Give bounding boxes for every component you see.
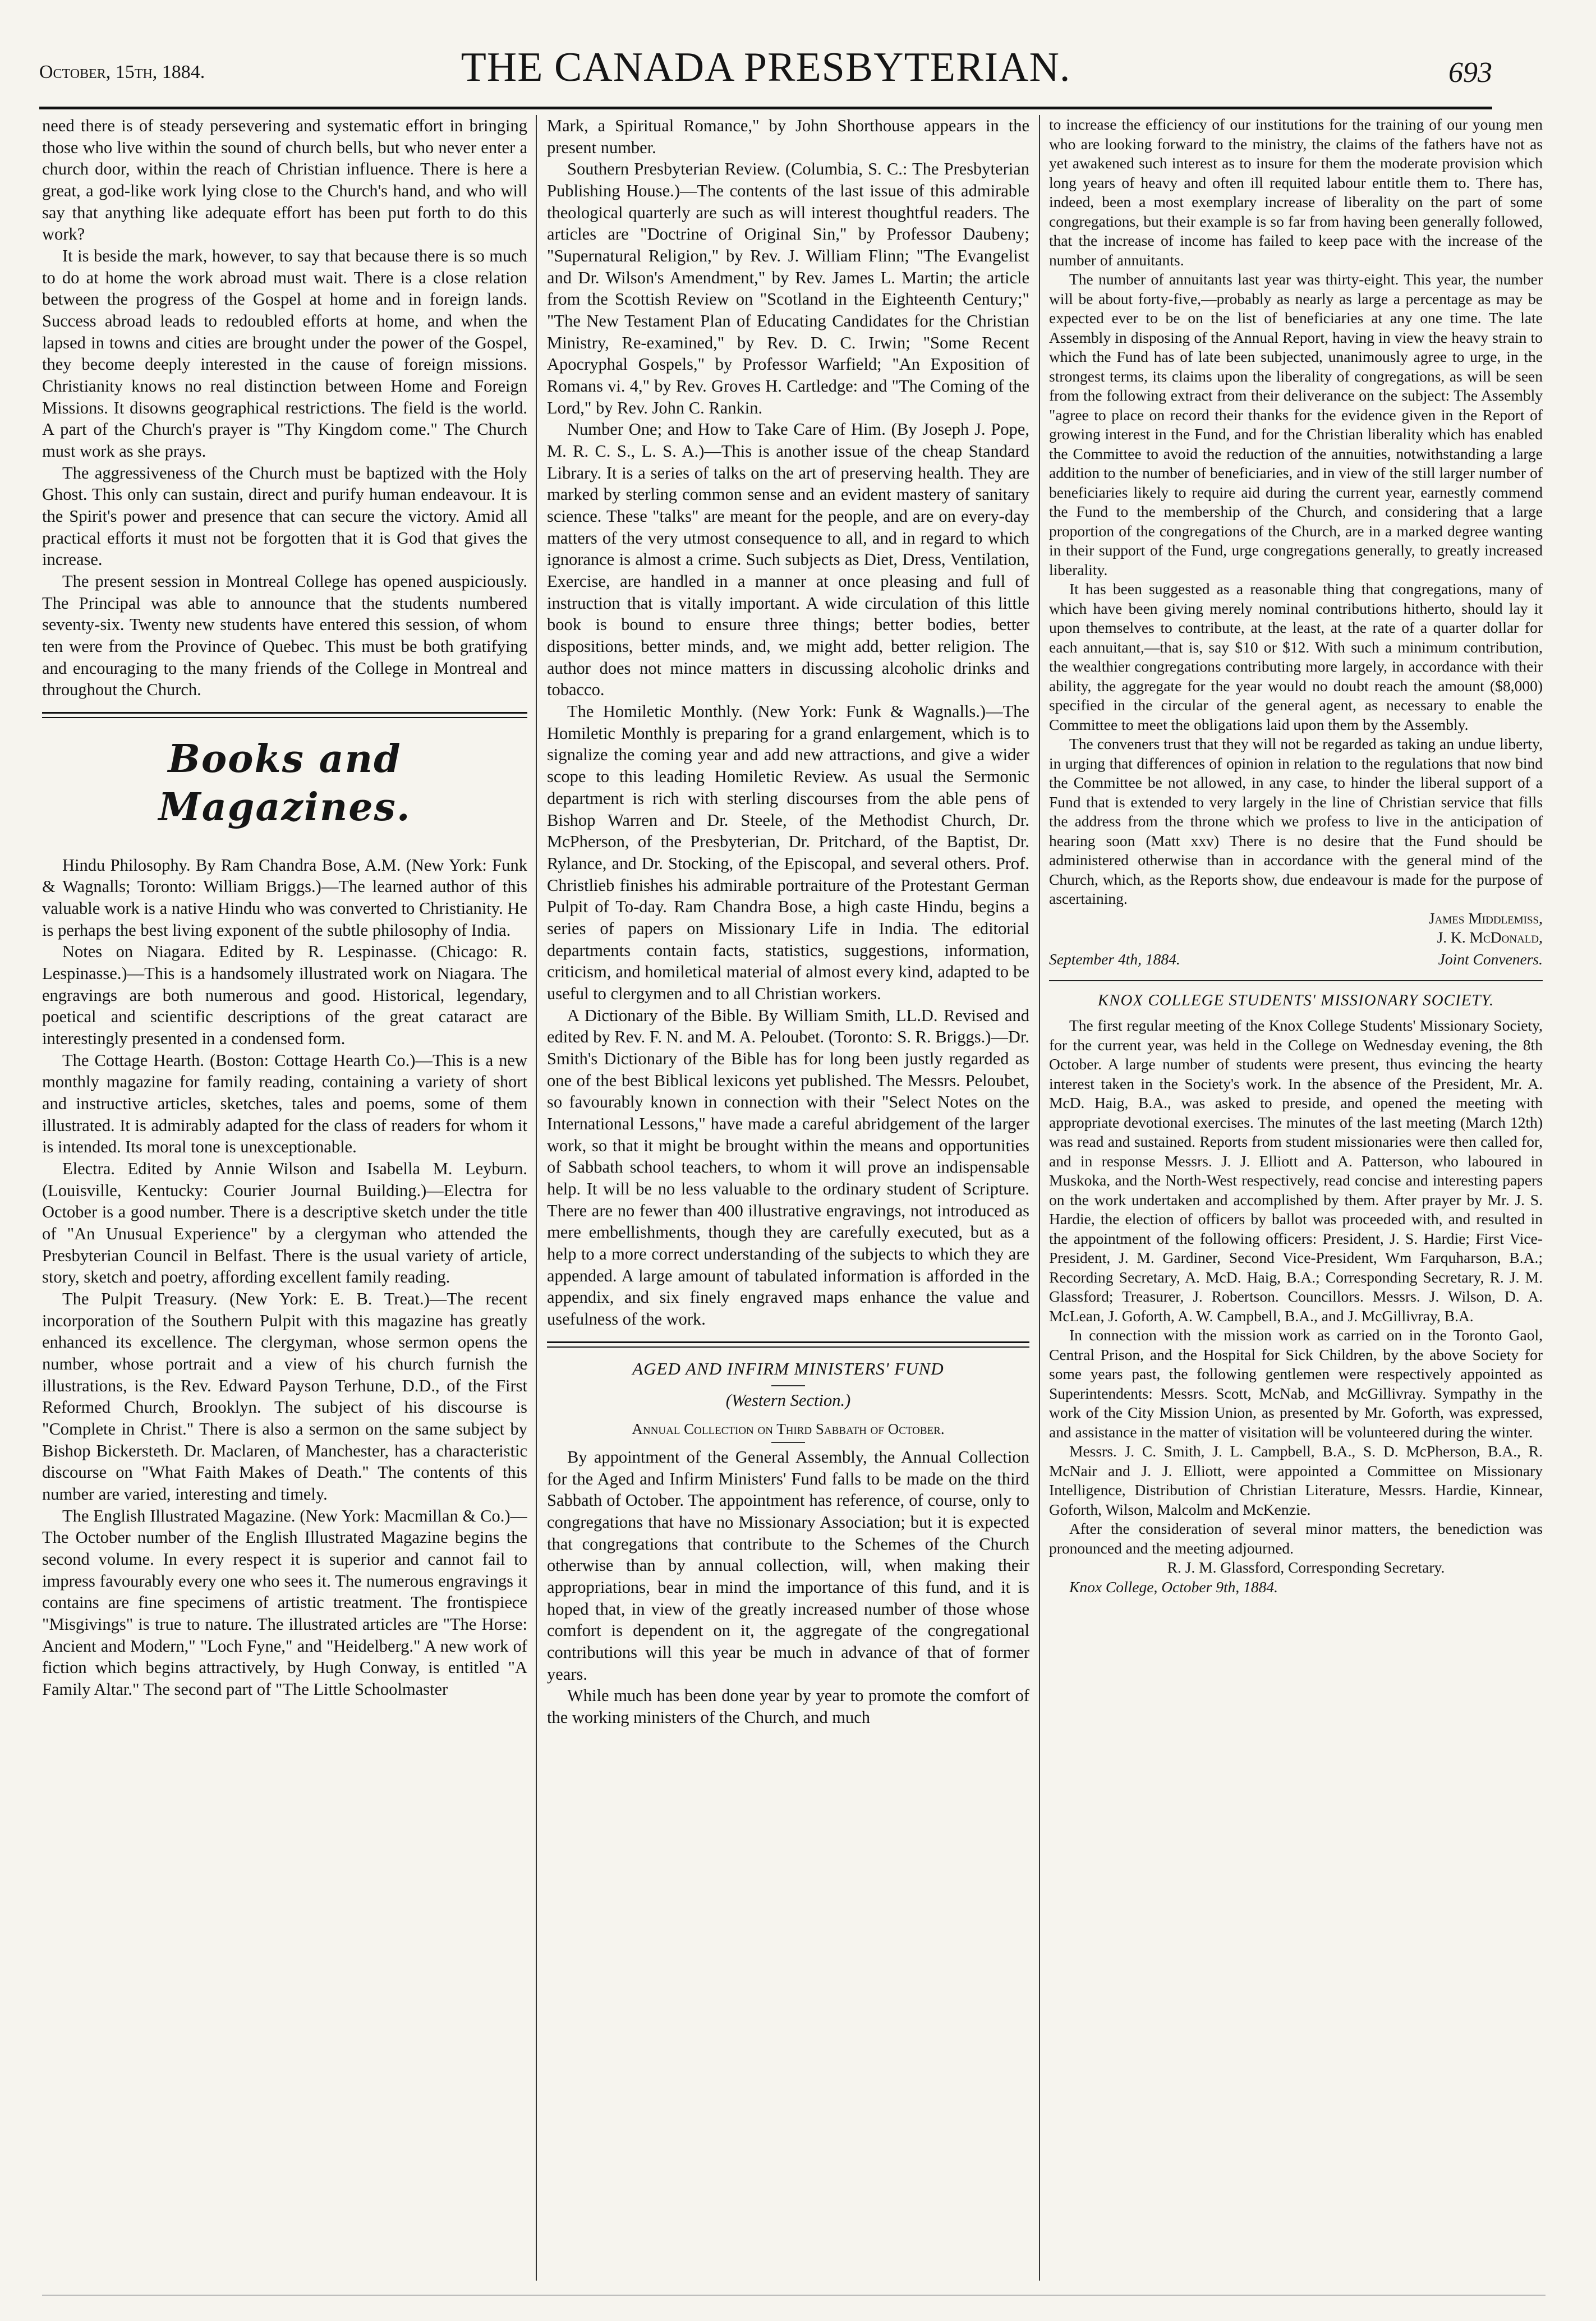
section-divider [42,712,527,718]
article-paragraph: It is beside the mark, however, to say that because there is so much to do at home the work abroad must wait. There is a close relation between the progress of the Gospel at home and in foreign lands. Success abroad leads to redoubled efforts at home, and when the lapsed in towns and cities are brought under the power of the Gospel, they become deeply interested in the cause of foreign missions. Christianity knows no real distinction between Home and Foreign Missions. It disowns geographical restrictions. The field is the world. A part of the Church's prayer is "Thy Kingdom come." The Church must work as she prays. [42,246,527,461]
review-hindu-philosophy: Hindu Philosophy. By Ram Chandra Bose, A.M. (New York: Funk & Wagnalls; Toronto: William Briggs.)—The learned author of this valuable work is a native Hindu who was converted to Christianity. He is perhaps the best living exponent of the subtle philosophy of India. [42,855,527,940]
aged-ministers-fund-heading: AGED AND INFIRM MINISTERS' FUND [632,1358,944,1378]
article-paragraph: After the consideration of several minor matters, the benediction was pronounced and the meeting adjourned. [1049,1520,1543,1557]
article-paragraph: In connection with the mission work as carried on in the Toronto Gaol, Central Prison, and the Hospital for Sick Children, by the above Society for some years past, the following gentlemen were respectively appointed as Superintendents: Messrs. Scott, McNab, and McGillivray. Sympathy in the work of the City Mission Union, as presented by Mr. Goforth, was expressed, and assistance in the matter of visitation will be volunteered during the winter. [1049,1326,1543,1441]
review-number-one: Number One; and How to Take Care of Him. (By Joseph J. Pope, M. R. C. S., L. S. A.)—This is another issue of the cheap Standard Library. It is a series of talks on the art of preserving health. They are marked by sterling common sense and an evident mastery of sanitary science. These "talks" are meant for the people, and are on every-day matters of the very utmost consequence to all, and in regard to which ignorance is almost a crime. Such subjects as Diet, Dress, Ventilation, Exercise, are handled in a manner at once pleasing and full of instruction that is vitally important. A wide circulation of this little book is bound to ensure three things; better bodies, better dispositions, better minds, and, we might add, better religion. The author does not mince matters in discussing alcoholic drinks and tobacco. [547,420,1029,700]
knox-society-heading: KNOX COLLEGE STUDENTS' MISSIONARY SOCIETY. [1097,991,1494,1009]
signature-line: James Middlemiss, [1428,909,1543,927]
section-divider [547,1341,1029,1348]
section-divider [1049,980,1543,981]
signature-date: September 4th, 1884. [1049,950,1180,968]
column-divider-1 [536,115,537,2281]
western-section-label: (Western Section.) [725,1390,851,1410]
secretary-signature: R. J. M. Glassford, Corresponding Secretary. [1167,1559,1445,1577]
article-paragraph: While much has been done year by year to promote the comfort of the working ministers of the Church, and much [547,1686,1029,1727]
review-southern-presbyterian: Southern Presbyterian Review. (Columbia, S. C.: The Presbyterian Publishing House.)—The contents of the last issue of this admirable theological quarterly are such as will interest thoughtful readers. The articles are "Doctrine of Original Sin," by Professor Daubeny; "Supernatural Religion," by Rev. J. William Flinn; "The Evangelist and Dr. Wilson's Amendment," by Rev. James L. Martin; the article from the Scottish Review on "Scotland in the Eighteenth Century;" "The New Testament Plan of Educating Candidates for the Christian Ministry, Re-examined," by Rev. D. C. Irwin; "Some Recent Apocryphal Gospels," by Professor Warfield; "An Exposition of Romans vi. 4," by Rev. Groves H. Cartledge: and "The Coming of the Lord," by Rev. John C. Rankin. [547,159,1029,417]
review-notes-on-niagara: Notes on Niagara. Edited by R. Lespinasse. (Chicago: R. Lespinasse.)—This is a handsomely illustrated work on Niagara. The engravings are both numerous and good. Historical, legendary, poetical and scientific descriptions of the great cataract are interestingly presented in a condensed form. [42,942,527,1048]
review-homiletic-monthly: The Homiletic Monthly. (New York: Funk & Wagnalls.)—The Homiletic Monthly is preparing for a grand enlargement, which is to signalize the coming year and add new attractions, and give a wider scope to this leading Homiletic Review. As usual the Sermonic department is rich with sterling discourses from the able pens of Bishop Warren and Dr. Steele, of the Methodist Church, Dr. McPherson, of the Presbyterian, Dr. Pritchard, of the Baptist, Dr. Rylance, and Dr. Stocking, of the Episcopal, and several others. Prof. Christlieb finishes his admirable portraiture of the Protestant German Pulpit of To-day. Ram Chandra Bose, a high caste Hindu, begins a series of papers on Missionary Life in India. The editorial departments contain facts, statistics, suggestions, information, criticism, and homiletical material of almost every kind, adapted to be useful to clergymen and to all Christian workers. [547,702,1029,1003]
column-2 [547,115,1029,2281]
review-electra: Electra. Edited by Annie Wilson and Isabella M. Leyburn. (Louisville, Kentucky: Courier Journal Building.)—Electra for October is a good number. There is a descriptive sketch under the title of "An Unusual Experience" by a clergyman who attended the Presbyterian Council in Belfast. There is the usual variety of article, story, sketch and poetry, affording excellent family reading. [42,1159,527,1287]
masthead-title: THE CANADA PRESBYTERIAN. [461,44,1071,90]
column-divider-2 [1039,115,1040,2281]
article-paragraph: Messrs. J. C. Smith, J. L. Campbell, B.A., S. D. McPherson, B.A., R. McNair and J. J. Elliott, were appointed a Committee on Missionary Intelligence, Distribution of Christian Literature, Messrs. Hardie, Kinnear, Goforth, Wilson, Malcolm and McKenzie. [1049,1442,1543,1518]
review-continuation: Mark, a Spiritual Romance," by John Shorthouse appears in the present number. [547,116,1029,157]
column-1 [42,115,527,2281]
page-header [39,39,1492,109]
review-cottage-hearth: The Cottage Hearth. (Boston: Cottage Hearth Co.)—This is a new monthly magazine for family reading, containing a variety of short and instructive articles, sketches, tales and poems, some of them illustrated. It is admirably adapted for the class of readers for whom it is intended. Its moral tone is unexceptionable. [42,1050,527,1157]
short-rule [771,1385,805,1386]
column-3 [1049,115,1543,2281]
article-paragraph: to increase the efficiency of our institutions for the training of our young men who are looking forward to the ministry, the claims of the fathers have not as yet awakened such interest as to insure for them the moderate provision which long years of heavy and often ill requited labour entitle them to. There has, indeed, been a most exemplary increase of liberality on the part of some congregations, but their example is so far from having been generally followed, that the increase of income has failed to keep pace with the increase of the number of annuitants. [1049,116,1543,269]
review-english-illustrated: The English Illustrated Magazine. (New York: Macmillan & Co.)—The October number of the English Illustrated Magazine begins the second volume. In every respect it is superior and cannot fail to impress favourably every one who sees it. The numerous engravings it contains are fine specimens of artistic treatment. The frontispiece "Misgivings" is true to nature. The illustrated articles are "The Horse: Ancient and Modern," "Loch Fyne," and "Heidelberg." A new work of fiction which begins attractively, by Hugh Conway, is entitled "A Family Altar." The second part of "The Little Schoolmaster [42,1506,527,1699]
article-paragraph: need there is of steady persevering and systematic effort in bringing those who live within the sound of church bells, but who never enter a church door, within the reach of Christian influence. There is here a great, a god-like work lying close to the Church's hand, and who will say that anything like adequate effort has been put forth to do this work? [42,116,527,244]
signature-role: Joint Conveners. [1438,950,1543,968]
article-paragraph: By appointment of the General Assembly, the Annual Collection for the Aged and Infirm Ministers' Fund falls to be made on the third Sabbath of October. The appointment has reference, of course, only to congregations that have no Missionary Association; but it is expected that congregations that contribute to the Schemes of the Church otherwise than by annual collection, will, when making their appropriations, bear in mind the importance of this fund, and it is hoped that, in view of the greatly increased number of those whose comfort is dependent on it, the aggregate of the congregational contributions will this year be much in advance of that of former years. [547,1447,1029,1684]
review-pulpit-treasury: The Pulpit Treasury. (New York: E. B. Treat.)—The recent incorporation of the Southern Pulpit with this magazine has greatly enhanced its excellence. The clergyman, whose sermon opens the number, whose portrait and a view of his church furnish the illustrations, is the Rev. Edward Payson Terhune, D.D., of the First Reformed Church, Brooklyn. The subject of his discourse is "Complete in Christ." There is also a sermon on the same subject by Bishop Bickersteth. Dr. Maclaren, of Manchester, has a characteristic discourse on "What Faith Makes of Death." The contents of this number are varied, interesting and timely. [42,1289,527,1504]
article-paragraph: The present session in Montreal College has opened auspiciously. The Principal was able to announce that the students numbered seventy-six. Twenty new students have entered this session, of whom ten were from the Province of Quebec. This must be both gratifying and encouraging to the many friends of the College in Montreal and throughout the Church. [42,572,527,700]
review-dictionary-of-bible: A Dictionary of the Bible. By William Smith, LL.D. Revised and edited by Rev. F. N. and M. A. Peloubet. (Toronto: S. R. Briggs.)—Dr. Smith's Dictionary of the Bible has for long been justly regarded as one of the best Biblical lexicons yet published. The Messrs. Peloubet, so favourably known in connection with their "Select Notes on the International Lessons," have made a careful abridgement of the larger work, so that it might be brought within the means and opportunities of Sabbath school teachers, to whom it will prove an indispensable help. It will be no less valuable to the ordinary student of Scripture. There are no fewer than 400 illustrative engravings, not introduced as mere embellishments, though they are carefully executed, but as a help to a more correct understanding of the subjects to which they are appended. A large amount of tabulated information is afforded in the appendix, and six finely engraved maps enhance the value and usefulness of the work. [547,1005,1029,1329]
issue-date: October, 15th, 1884. [39,62,205,82]
signature-line: J. K. McDonald, [1437,929,1543,946]
page-number: 693 [1448,57,1492,89]
short-rule [771,1442,805,1443]
signature-date: Knox College, October 9th, 1884. [1069,1578,1278,1596]
article-paragraph: The conveners trust that they will not be regarded as taking an undue liberty, in urging that differences of opinion in relation to the regulations that now bind the Committee be not allowed, in any case, to hinder the liberal support of a Fund that is extended to very largely in the line of Christian service that fills the address from the throne which we profess to live in the anticipation of hearing soon (Matt xxv) There is no desire that the Fund should be administered otherwise than in accordance with the general mind of the Church, which, as the Reports show, due endeavour is made for the purpose of ascertaining. [1049,735,1543,907]
bottom-edge [42,2295,1546,2296]
signature-row [1049,950,1543,969]
annual-collection-subhead: Annual Collection on Third Sabbath of October. [632,1420,945,1437]
article-paragraph: The number of annuitants last year was thirty-eight. This year, the number will be about forty-five,—probably as nearly as large a percentage as may be expected ever to be on the list of beneficiaries at any one time. The late Assembly in disposing of the Annual Report, having in view the heavy strain to which the Fund has of late been subjected, unanimously agree to urge, in the strongest terms, its claims upon the liberality of congregations, as will be seen from the following extract from their deliverance on the subject: The Assembly "agree to place on record their thanks for the evidence given in the Report of growing interest in the Fund, and for the Christian liberality which has enabled the Committee to avoid the reduction of the annuities, notwithstanding a large addition to the number of beneficiaries, and in view of the still larger number of beneficiaries likely to require aid during the current year, earnestly commend the Fund to the membership of the Church, and considering that a large proportion of the congregations of the Church, are in a marked degree wanting in their support of the Fund, urge congregations generally, to greatly increased liberality. [1049,270,1543,578]
books-and-magazines-heading: Books and Magazines. [158,737,411,830]
article-paragraph: The first regular meeting of the Knox College Students' Missionary Society, for the current year, was held in the College on Wednesday evening, the 8th October. A large number of students were present, thus evincing the hearty interest taken in the Society's work. In the absence of the President, Mr. A. McD. Haig, B.A., was asked to preside, and opened the meeting with appropriate devotional exercises. The minutes of the last meeting (March 12th) was read and sustained. Reports from student missionaries were then called for, and in response Messrs. J. J. Elliott and A. Patterson, who laboured in Muskoka, and the North-West respectively, read concise and interesting papers on the work undertaken and accomplished by them. After prayer by Mr. J. S. Hardie, the election of officers by ballot was proceeded with, and resulted in the appointment of the following officers: President, J. S. Hardie; First Vice-President, J. M. Gardiner, Second Vice-President, Wm Farquharson, B.A.; Recording Secretary, A. McD. Haig, B.A.; Corresponding Secretary, R. J. M. Glassford; Treasurer, J. Robertson. Councillors. Messrs. J. Wilson, D. A. McLean, J. Goforth, A. W. Campbell, B.A., and J. McGillivray, B.A. [1049,1017,1543,1325]
article-paragraph: It has been suggested as a reasonable thing that congregations, many of which have been giving merely nominal contributions hitherto, should lay it upon themselves to contribute, at the least, at the rate of a quarter dollar for each annuitant,—that is, say $10 or $12. With such a minimum contribution, the wealthier congregations contributing more largely, in accordance with their ability, the aggregate for the year would no doubt reach the amount ($8,000) specified in the circular of the general agent, as necessary to enable the Committee to meet the obligations laid upon them by the Assembly. [1049,580,1543,733]
article-paragraph: The aggressiveness of the Church must be baptized with the Holy Ghost. This only can sustain, direct and purify human endeavour. It is the Spirit's power and presence that can secure the victory. Amid all practical efforts it must not be forgotten that it is God that gives the increase. [42,463,527,569]
